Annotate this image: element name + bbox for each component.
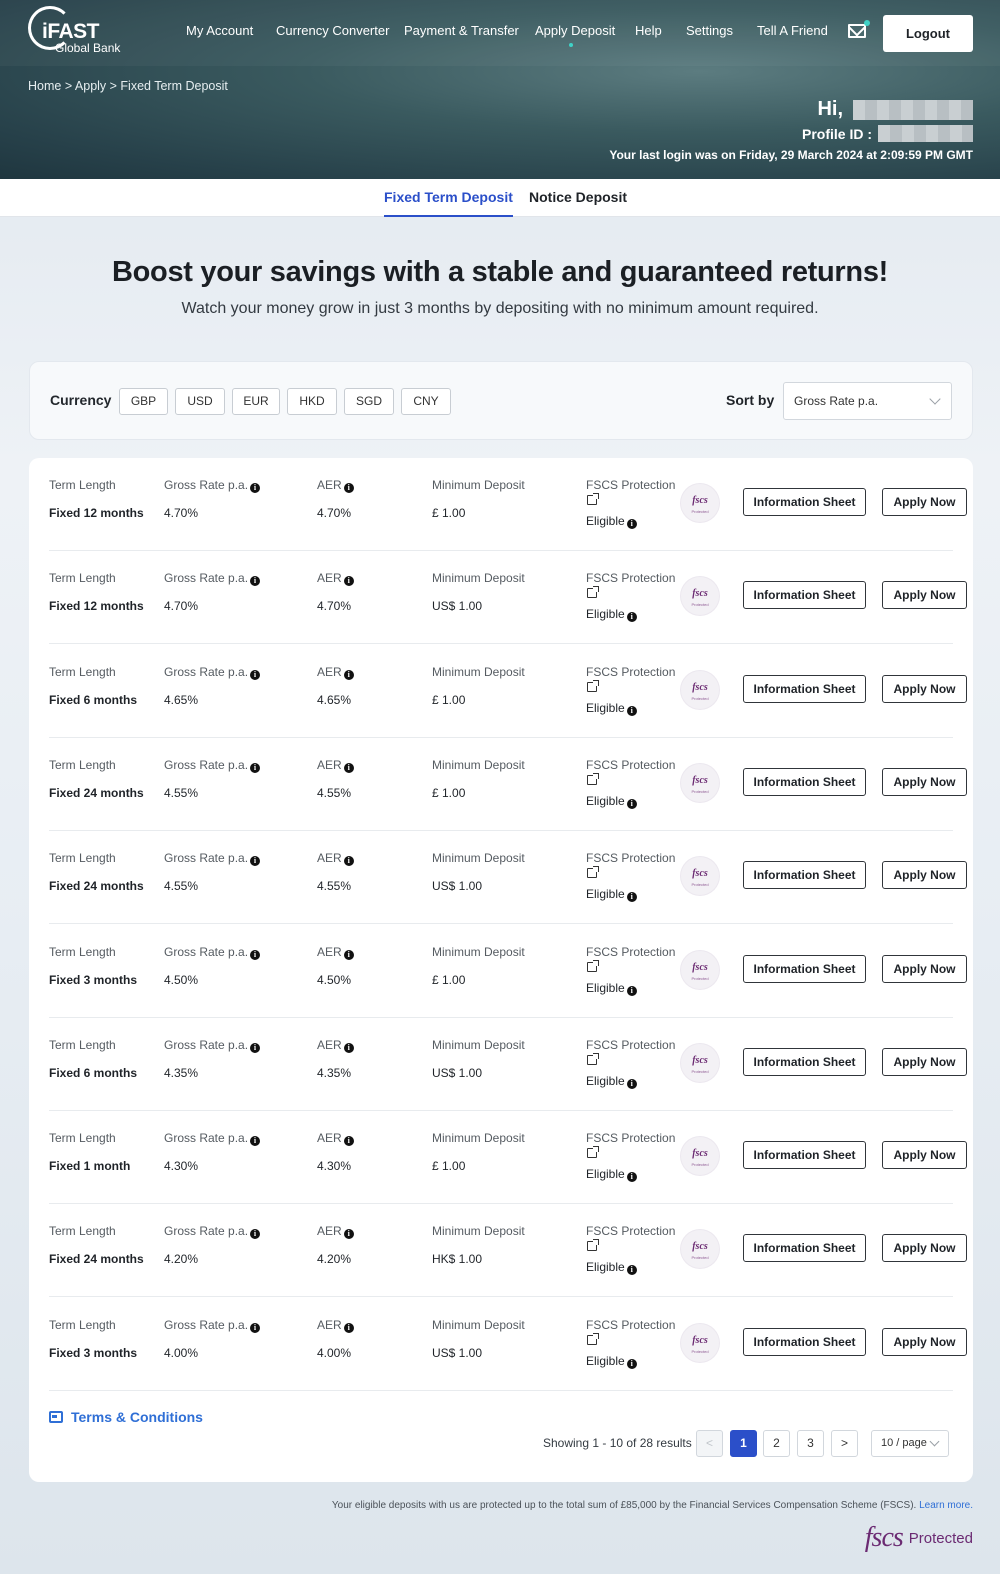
deposit-row xyxy=(49,831,956,924)
aer-label-text: AER xyxy=(317,1317,342,1332)
aer-label-text: AER xyxy=(317,1037,342,1052)
profile-id-line xyxy=(609,125,973,142)
info-icon[interactable]: i xyxy=(250,763,260,773)
minimum-deposit-label: Minimum Deposit xyxy=(432,757,525,772)
info-icon[interactable]: i xyxy=(250,670,260,680)
information-sheet-button[interactable]: Information Sheet xyxy=(743,675,866,703)
term-length-label: Term Length xyxy=(49,1037,116,1052)
fscs-eligible xyxy=(586,1074,637,1089)
term-length-value: Fixed 12 months xyxy=(49,599,144,614)
fscs-badge-sub: Protected xyxy=(691,882,709,888)
external-link-icon[interactable] xyxy=(587,962,597,972)
aer-label xyxy=(317,478,354,493)
tab-fixed-term-deposit[interactable]: Fixed Term Deposit xyxy=(384,189,513,205)
hero-subtitle: Watch your money grow in just 3 months by depositing with no minimum amount required. xyxy=(181,300,819,317)
fscs-eligible xyxy=(586,607,637,622)
aer-label xyxy=(317,665,354,680)
header xyxy=(0,0,1000,179)
fscs-badge-text: fscs xyxy=(692,961,708,973)
page-button-2[interactable]: 2 xyxy=(763,1430,790,1457)
aer-label-text: AER xyxy=(317,757,342,772)
information-sheet-button[interactable]: Information Sheet xyxy=(743,861,866,889)
document-icon xyxy=(49,1411,63,1423)
minimum-deposit-value: £ 1.00 xyxy=(432,972,466,987)
fscs-badge-icon xyxy=(681,951,719,989)
fscs-badge-icon xyxy=(681,1324,719,1362)
gross-rate-label-text: Gross Rate p.a. xyxy=(164,1224,249,1239)
external-link-icon[interactable] xyxy=(587,682,597,692)
currency-chip-hkd[interactable]: HKD xyxy=(287,388,337,415)
deposit-row xyxy=(49,1298,956,1391)
aer-value: 4.55% xyxy=(317,879,352,894)
currency-chip-sgd[interactable]: SGD xyxy=(344,388,394,415)
gross-rate-value: 4.65% xyxy=(164,692,199,707)
nav-help[interactable]: Help xyxy=(635,23,662,38)
minimum-deposit-value: £ 1.00 xyxy=(432,506,466,520)
gross-rate-label-text: Gross Rate p.a. xyxy=(164,664,249,679)
fscs-badge-text: fscs xyxy=(692,868,708,880)
fscs-badge-sub: Protected xyxy=(691,1255,709,1261)
minimum-deposit-label: Minimum Deposit xyxy=(432,571,525,586)
term-length-value: Fixed 12 months xyxy=(49,506,144,520)
fscs-badge-icon xyxy=(681,671,719,709)
fscs-protected-text: Protected xyxy=(908,1529,973,1547)
minimum-deposit-value: US$ 1.00 xyxy=(432,879,483,894)
minimum-deposit-label: Minimum Deposit xyxy=(432,1037,525,1052)
gross-rate-value: 4.55% xyxy=(164,879,199,894)
gross-rate-value: 4.70% xyxy=(164,599,199,614)
aer-value: 4.20% xyxy=(317,1252,352,1267)
gross-rate-label xyxy=(164,758,260,773)
greeting-text: Hi, xyxy=(817,98,843,120)
gross-rate-label xyxy=(164,571,260,586)
apply-now-button[interactable]: Apply Now xyxy=(882,1141,967,1169)
mail-icon[interactable] xyxy=(848,24,866,38)
fscs-logo-text: fscs xyxy=(864,1522,903,1553)
minimum-deposit-label: Minimum Deposit xyxy=(432,1131,525,1146)
learn-more-link[interactable]: Learn more. xyxy=(919,1500,973,1511)
info-icon[interactable]: i xyxy=(627,1079,637,1089)
term-length-label: Term Length xyxy=(49,1317,116,1332)
gross-rate-label xyxy=(164,478,260,493)
profile-id-label: Profile ID : xyxy=(801,125,872,142)
deposit-row xyxy=(49,1018,956,1111)
notification-dot xyxy=(864,20,870,26)
eligible-text: Eligible xyxy=(586,980,625,995)
info-icon[interactable]: i xyxy=(344,763,354,773)
logout-button[interactable]: Logout xyxy=(883,15,973,52)
term-length-value: Fixed 6 months xyxy=(49,1065,138,1080)
prev-page-button[interactable]: < xyxy=(696,1430,723,1457)
aer-label-text: AER xyxy=(317,1131,342,1146)
aer-label xyxy=(317,1224,354,1239)
term-length-label: Term Length xyxy=(49,664,116,679)
pagination xyxy=(29,1430,973,1458)
info-icon[interactable]: i xyxy=(627,986,637,996)
info-icon[interactable]: i xyxy=(344,483,354,493)
deposit-row xyxy=(49,551,956,644)
info-icon[interactable]: i xyxy=(344,950,354,960)
aer-label xyxy=(317,758,354,773)
nav-payment-transfer[interactable]: Payment & Transfer xyxy=(404,23,519,38)
info-icon[interactable]: i xyxy=(627,706,637,716)
deposit-row xyxy=(49,738,956,831)
user-greeting xyxy=(609,98,973,162)
aer-label xyxy=(317,851,354,866)
hero-title: Boost your savings with a stable and guaranteed returns! xyxy=(111,256,889,288)
info-icon[interactable]: i xyxy=(250,1229,260,1239)
brand-name: iFAST xyxy=(42,20,100,43)
aer-label xyxy=(317,945,354,960)
breadcrumb: Home > Apply > Fixed Term Deposit xyxy=(28,79,228,93)
minimum-deposit-label: Minimum Deposit xyxy=(432,478,525,492)
gross-rate-label xyxy=(164,1318,260,1333)
term-length-label: Term Length xyxy=(49,944,116,959)
information-sheet-button[interactable]: Information Sheet xyxy=(743,1234,866,1262)
aer-label-text: AER xyxy=(317,571,342,586)
apply-now-button[interactable]: Apply Now xyxy=(882,955,967,983)
gross-rate-value: 4.50% xyxy=(164,972,199,987)
fscs-protection-label: FSCS Protection xyxy=(586,851,676,866)
eligible-text: Eligible xyxy=(586,1260,625,1275)
gross-rate-label-text: Gross Rate p.a. xyxy=(164,1317,249,1332)
currency-chip-eur[interactable]: EUR xyxy=(232,388,280,415)
page-size-select[interactable] xyxy=(871,1430,949,1457)
gross-rate-label xyxy=(164,665,260,680)
apply-now-button[interactable]: Apply Now xyxy=(882,675,967,703)
term-length-value: Fixed 24 months xyxy=(49,785,144,800)
apply-now-button[interactable]: Apply Now xyxy=(882,861,967,889)
eligible-text: Eligible xyxy=(586,1167,625,1182)
fscs-footer-text: Your eligible deposits with us are protected up to the total sum of £85,000 by the Financial Services Compensation Scheme (FSCS). xyxy=(331,1500,917,1511)
external-link-icon[interactable] xyxy=(587,1148,597,1158)
external-link-icon[interactable] xyxy=(587,1335,597,1345)
fscs-protection-label: FSCS Protection xyxy=(586,1224,676,1239)
aer-value: 4.50% xyxy=(317,972,352,987)
aer-value: 4.65% xyxy=(317,692,352,707)
fscs-badge-sub: Protected xyxy=(691,602,709,608)
information-sheet-button[interactable]: Information Sheet xyxy=(743,488,866,516)
nav-currency-converter[interactable]: Currency Converter xyxy=(276,23,390,38)
deposit-tabs xyxy=(0,179,1000,217)
minimum-deposit-value: US$ 1.00 xyxy=(432,599,483,614)
aer-value: 4.00% xyxy=(317,1345,352,1360)
gross-rate-value: 4.30% xyxy=(164,1159,199,1174)
fscs-eligible xyxy=(586,514,637,529)
term-length-value: Fixed 6 months xyxy=(49,692,138,707)
fscs-badge-icon xyxy=(681,577,719,615)
info-icon[interactable]: i xyxy=(627,892,637,902)
gross-rate-label-text: Gross Rate p.a. xyxy=(164,1037,249,1052)
fscs-eligible xyxy=(586,794,637,809)
external-link-icon[interactable] xyxy=(587,495,597,505)
minimum-deposit-label: Minimum Deposit xyxy=(432,944,525,959)
gross-rate-label-text: Gross Rate p.a. xyxy=(164,944,249,959)
gross-rate-value: 4.70% xyxy=(164,506,199,520)
info-icon[interactable]: i xyxy=(627,612,637,622)
fscs-badge-sub: Protected xyxy=(691,1068,709,1074)
fscs-badge-sub: Protected xyxy=(691,1348,709,1354)
aer-label-text: AER xyxy=(317,478,342,492)
deposit-row xyxy=(49,458,956,551)
apply-now-button[interactable]: Apply Now xyxy=(882,1234,967,1262)
aer-value: 4.70% xyxy=(317,506,352,520)
info-icon[interactable]: i xyxy=(627,1172,637,1182)
aer-label xyxy=(317,571,354,586)
aer-label-text: AER xyxy=(317,1224,342,1239)
fscs-protected-logo xyxy=(865,1522,973,1554)
currency-label: Currency xyxy=(50,392,112,408)
eligible-text: Eligible xyxy=(586,887,625,902)
gross-rate-value: 4.20% xyxy=(164,1252,199,1267)
minimum-deposit-value: £ 1.00 xyxy=(432,692,466,707)
greeting-line xyxy=(609,98,973,121)
info-icon[interactable]: i xyxy=(250,576,260,586)
minimum-deposit-value: £ 1.00 xyxy=(432,1159,466,1174)
nav-tell-a-friend[interactable]: Tell A Friend xyxy=(757,23,828,38)
info-icon[interactable]: i xyxy=(344,576,354,586)
eligible-text: Eligible xyxy=(586,514,625,528)
gross-rate-label-text: Gross Rate p.a. xyxy=(164,1131,249,1146)
information-sheet-button[interactable]: Information Sheet xyxy=(743,1048,866,1076)
info-icon[interactable]: i xyxy=(627,1265,637,1275)
fscs-badge-text: fscs xyxy=(692,1241,708,1253)
gross-rate-label xyxy=(164,1038,260,1053)
fscs-badge-icon xyxy=(681,484,719,522)
gross-rate-label-text: Gross Rate p.a. xyxy=(164,571,249,586)
minimum-deposit-label: Minimum Deposit xyxy=(432,664,525,679)
chevron-down-icon xyxy=(929,393,940,404)
fscs-protection-label: FSCS Protection xyxy=(586,478,676,492)
info-icon[interactable]: i xyxy=(344,1136,354,1146)
apply-now-button[interactable]: Apply Now xyxy=(882,581,967,609)
fscs-badge-text: fscs xyxy=(692,588,708,600)
nav-apply-deposit[interactable]: Apply Deposit xyxy=(535,23,616,38)
info-icon[interactable]: i xyxy=(344,1043,354,1053)
term-length-value: Fixed 3 months xyxy=(49,972,138,987)
fscs-badge-icon xyxy=(681,857,719,895)
information-sheet-button[interactable]: Information Sheet xyxy=(743,1141,866,1169)
gross-rate-label-text: Gross Rate p.a. xyxy=(164,757,249,772)
info-icon[interactable]: i xyxy=(250,950,260,960)
aer-label-text: AER xyxy=(317,664,342,679)
eligible-text: Eligible xyxy=(586,1353,625,1368)
last-login: Your last login was on Friday, 29 March 2024 at 2:09:59 PM GMT xyxy=(609,148,973,162)
aer-value: 4.35% xyxy=(317,1065,352,1080)
minimum-deposit-value: US$ 1.00 xyxy=(432,1065,483,1080)
fscs-protection-label: FSCS Protection xyxy=(586,944,676,959)
tab-notice-deposit[interactable]: Notice Deposit xyxy=(529,189,628,205)
fscs-badge-text: fscs xyxy=(692,1054,708,1066)
aer-label xyxy=(317,1131,354,1146)
term-length-label: Term Length xyxy=(49,1131,116,1146)
currency-chip-cny[interactable]: CNY xyxy=(401,388,451,415)
gross-rate-label xyxy=(164,1131,260,1146)
redacted-profile-id xyxy=(878,125,973,142)
minimum-deposit-value: £ 1.00 xyxy=(432,785,466,800)
apply-now-button[interactable]: Apply Now xyxy=(882,488,967,516)
eligible-text: Eligible xyxy=(586,1073,625,1088)
gross-rate-value: 4.35% xyxy=(164,1065,199,1080)
deposit-row xyxy=(49,925,956,1018)
fscs-badge-text: fscs xyxy=(692,774,708,786)
fscs-badge-text: fscs xyxy=(692,1334,708,1346)
information-sheet-button[interactable]: Information Sheet xyxy=(743,768,866,796)
info-icon[interactable]: i xyxy=(250,483,260,493)
chevron-down-icon xyxy=(930,1437,940,1447)
results-card xyxy=(29,458,973,1482)
sort-by-value: Gross Rate p.a. xyxy=(794,394,879,408)
gross-rate-label xyxy=(164,945,260,960)
external-link-icon[interactable] xyxy=(587,775,597,785)
fscs-eligible xyxy=(586,701,637,716)
minimum-deposit-label: Minimum Deposit xyxy=(432,1224,525,1239)
fscs-protection-label: FSCS Protection xyxy=(586,1131,676,1146)
fscs-eligible xyxy=(586,981,637,996)
external-link-icon[interactable] xyxy=(587,868,597,878)
terms-link[interactable] xyxy=(49,1409,203,1425)
aer-label-text: AER xyxy=(317,944,342,959)
eligible-text: Eligible xyxy=(586,700,625,715)
fscs-badge-sub: Protected xyxy=(691,695,709,701)
fscs-footer-note xyxy=(332,1500,973,1511)
apply-now-button[interactable]: Apply Now xyxy=(882,1048,967,1076)
info-icon[interactable]: i xyxy=(250,1323,260,1333)
sort-by-select[interactable] xyxy=(783,382,952,420)
deposit-row xyxy=(49,645,956,738)
nav-active-indicator xyxy=(569,43,573,47)
aer-label xyxy=(317,1318,354,1333)
term-length-label: Term Length xyxy=(49,571,116,586)
info-icon[interactable]: i xyxy=(344,1323,354,1333)
info-icon[interactable]: i xyxy=(344,856,354,866)
term-length-label: Term Length xyxy=(49,757,116,772)
page-button-1[interactable]: 1 xyxy=(730,1430,757,1457)
minimum-deposit-label: Minimum Deposit xyxy=(432,851,525,866)
gross-rate-label xyxy=(164,1224,260,1239)
information-sheet-button[interactable]: Information Sheet xyxy=(743,581,866,609)
gross-rate-value: 4.55% xyxy=(164,785,199,800)
pagination-summary: Showing 1 - 10 of 28 results xyxy=(543,1436,692,1450)
currency-chip-usd[interactable]: USD xyxy=(175,388,225,415)
deposit-row xyxy=(49,1111,956,1204)
brand-sub: Global Bank xyxy=(55,41,121,55)
aer-label xyxy=(317,1038,354,1053)
gross-rate-label-text: Gross Rate p.a. xyxy=(164,851,249,866)
fscs-badge-icon xyxy=(681,764,719,802)
fscs-eligible xyxy=(586,887,637,902)
deposit-row xyxy=(49,1204,956,1297)
fscs-eligible xyxy=(586,1167,637,1182)
gross-rate-value: 4.00% xyxy=(164,1345,199,1360)
term-length-label: Term Length xyxy=(49,851,116,866)
minimum-deposit-value: US$ 1.00 xyxy=(432,1345,483,1360)
terms-label: Terms & Conditions xyxy=(71,1409,203,1425)
external-link-icon[interactable] xyxy=(587,1241,597,1251)
fscs-badge-text: fscs xyxy=(692,1148,708,1160)
fscs-badge-icon xyxy=(681,1137,719,1175)
gross-rate-label xyxy=(164,851,260,866)
minimum-deposit-label: Minimum Deposit xyxy=(432,1317,525,1332)
fscs-protection-label: FSCS Protection xyxy=(586,757,676,772)
sort-by-label: Sort by xyxy=(726,392,775,408)
aer-value: 4.70% xyxy=(317,599,352,614)
term-length-value: Fixed 1 month xyxy=(49,1159,131,1174)
currency-chip-gbp[interactable]: GBP xyxy=(119,388,168,415)
info-icon[interactable]: i xyxy=(627,519,637,529)
aer-value: 4.30% xyxy=(317,1159,352,1174)
apply-now-button[interactable]: Apply Now xyxy=(882,1328,967,1356)
fscs-protection-label: FSCS Protection xyxy=(586,1037,676,1052)
eligible-text: Eligible xyxy=(586,607,625,622)
term-length-label: Term Length xyxy=(49,478,116,492)
info-icon[interactable]: i xyxy=(627,1359,637,1369)
fscs-eligible xyxy=(586,1354,637,1369)
term-length-value: Fixed 24 months xyxy=(49,1252,144,1267)
nav-settings[interactable]: Settings xyxy=(686,23,733,38)
aer-value: 4.55% xyxy=(317,785,352,800)
fscs-badge-sub: Protected xyxy=(691,788,709,794)
info-icon[interactable]: i xyxy=(344,1229,354,1239)
gross-rate-label-text: Gross Rate p.a. xyxy=(164,478,249,492)
term-length-value: Fixed 3 months xyxy=(49,1345,138,1360)
fscs-badge-icon xyxy=(681,1230,719,1268)
info-icon[interactable]: i xyxy=(344,670,354,680)
external-link-icon[interactable] xyxy=(587,588,597,598)
fscs-badge-sub: Protected xyxy=(691,975,709,981)
nav-my-account[interactable]: My Account xyxy=(186,23,254,38)
external-link-icon[interactable] xyxy=(587,1055,597,1065)
info-icon[interactable]: i xyxy=(250,1043,260,1053)
fscs-badge-sub: Protected xyxy=(691,1162,709,1168)
fscs-protection-label: FSCS Protection xyxy=(586,571,676,586)
fscs-badge-text: fscs xyxy=(692,681,708,693)
filter-card xyxy=(29,361,973,440)
fscs-eligible xyxy=(586,1260,637,1275)
fscs-badge-text: fscs xyxy=(692,495,708,506)
eligible-text: Eligible xyxy=(586,793,625,808)
term-length-value: Fixed 24 months xyxy=(49,879,144,894)
aer-label-text: AER xyxy=(317,851,342,866)
info-icon[interactable]: i xyxy=(250,1136,260,1146)
term-length-label: Term Length xyxy=(49,1224,116,1239)
information-sheet-button[interactable]: Information Sheet xyxy=(743,1328,866,1356)
minimum-deposit-value: HK$ 1.00 xyxy=(432,1252,483,1267)
next-page-button[interactable]: > xyxy=(831,1430,858,1457)
page-button-3[interactable]: 3 xyxy=(797,1430,824,1457)
information-sheet-button[interactable]: Information Sheet xyxy=(743,955,866,983)
page-size-value: 10 / page xyxy=(881,1437,927,1449)
info-icon[interactable]: i xyxy=(627,799,637,809)
fscs-protection-label: FSCS Protection xyxy=(586,664,676,679)
apply-now-button[interactable]: Apply Now xyxy=(882,768,967,796)
fscs-badge-icon xyxy=(681,1044,719,1082)
redacted-username xyxy=(853,100,973,120)
info-icon[interactable]: i xyxy=(250,856,260,866)
brand-logo[interactable] xyxy=(28,6,128,54)
fscs-protection-label: FSCS Protection xyxy=(586,1317,676,1332)
fscs-badge-sub: Protected xyxy=(691,509,709,514)
